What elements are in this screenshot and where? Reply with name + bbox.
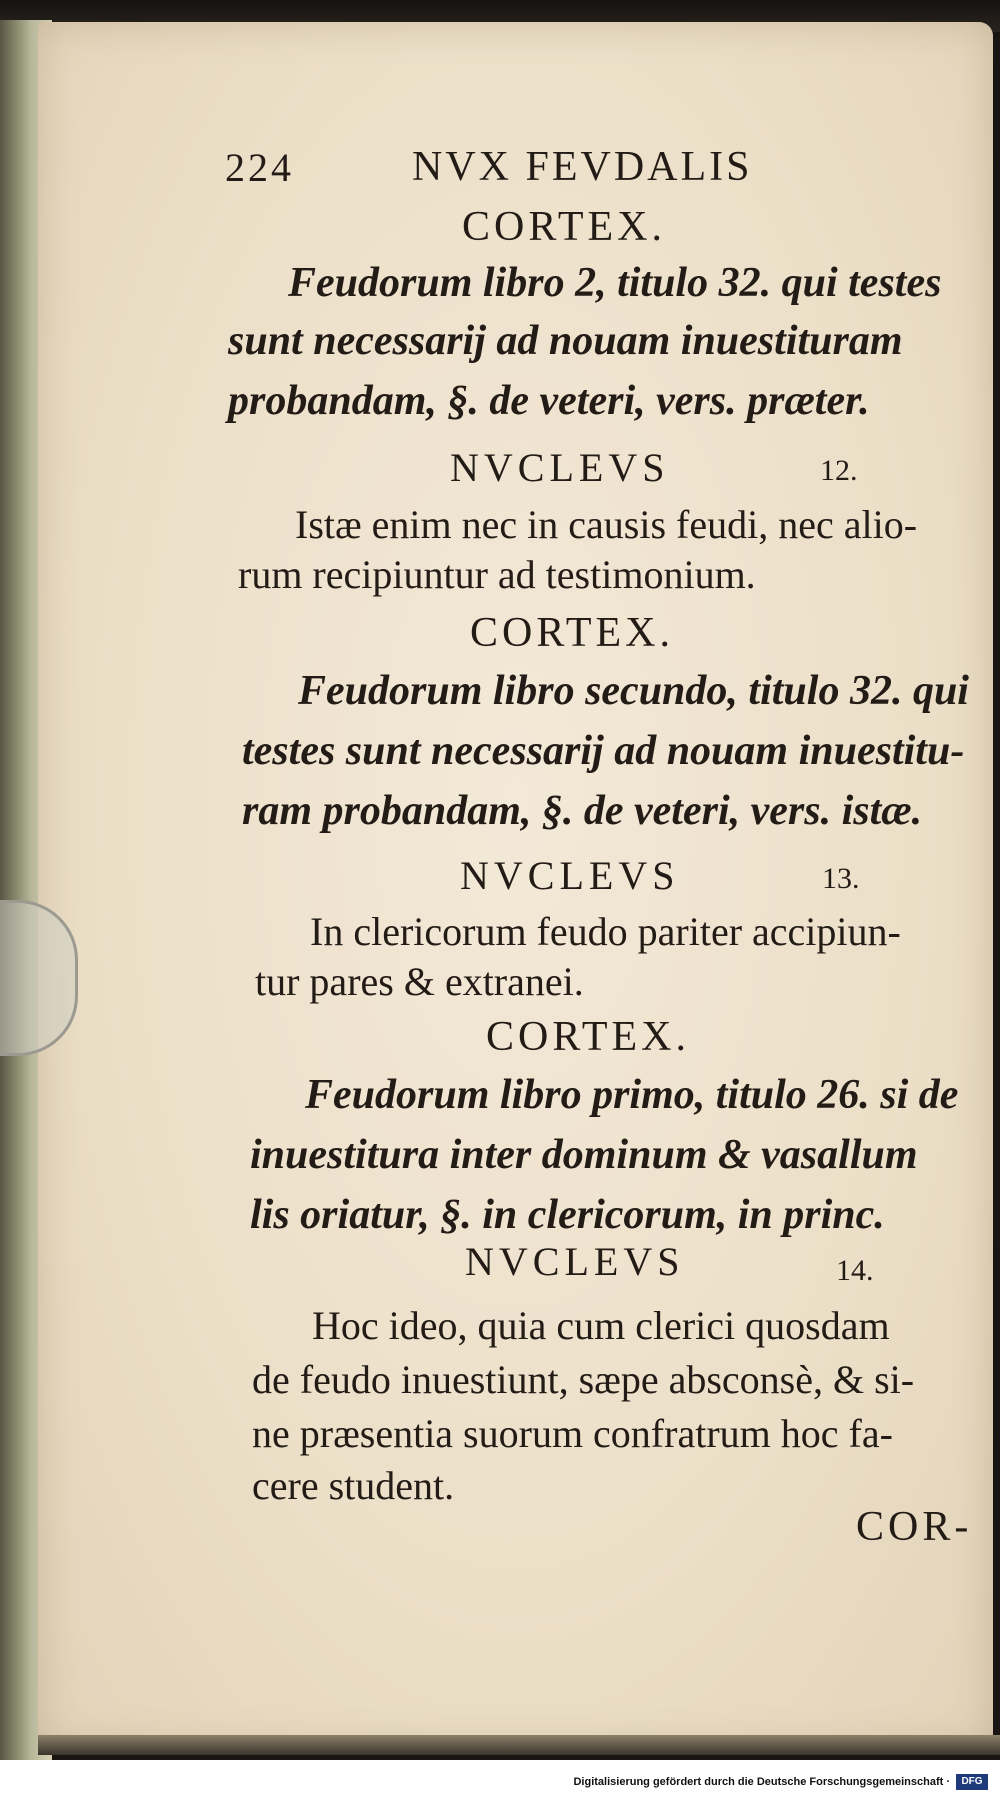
nucleus-heading: NVCLEVS <box>465 1239 685 1284</box>
nucleus-line: de feudo inuestiunt, sæpe absconsè, & si- <box>252 1357 915 1402</box>
cortex-line: lis oriatur, §. in clericorum, in princ. <box>250 1192 885 1238</box>
nucleus-line: Hoc ideo, quia cum clerici quosdam <box>312 1303 890 1348</box>
nucleus-line: Istæ enim nec in causis feudi, nec alio- <box>295 502 918 547</box>
nucleus-line: rum recipiuntur ad testimonium. <box>238 552 756 597</box>
running-head: NVX FEVDALIS <box>412 144 753 190</box>
nucleus-line: In clericorum feudo pariter accipiun- <box>310 909 901 954</box>
nucleus-number: 13. <box>822 862 860 895</box>
cortex-line: inuestitura inter dominum & vasallum <box>250 1132 918 1178</box>
nucleus-heading: NVCLEVS <box>450 445 670 490</box>
nucleus-line: tur pares & extranei. <box>255 959 584 1004</box>
nucleus-heading: NVCLEVS <box>460 853 680 898</box>
cortex-heading: CORTEX. <box>486 1014 690 1060</box>
cortex-line: sunt necessarij ad nouam inuestituram <box>228 318 903 364</box>
cortex-line: Feudorum libro 2, titulo 32. qui testes <box>288 260 942 306</box>
cortex-line: probandam, §. de veteri, vers. præter. <box>228 378 870 424</box>
dfg-logo: DFG <box>956 1774 988 1790</box>
nucleus-number: 12. <box>820 454 858 487</box>
cortex-line: Feudorum libro primo, titulo 26. si de <box>305 1072 959 1118</box>
cortex-line: Feudorum libro secundo, titulo 32. qui <box>298 668 969 714</box>
nucleus-line: ne præsentia suorum confratrum hoc fa- <box>252 1411 893 1456</box>
footer-credit: Digitalisierung gefördert durch die Deutsche Forschungsgemeinschaft · <box>573 1776 950 1788</box>
cortex-line: testes sunt necessarij ad nouam inuestitu- <box>242 728 965 774</box>
catchword: COR- <box>856 1504 973 1550</box>
page-number: 224 <box>225 145 294 190</box>
cortex-heading: CORTEX. <box>462 204 666 250</box>
cortex-heading: CORTEX. <box>470 610 674 656</box>
nucleus-number: 14. <box>836 1254 874 1287</box>
nucleus-line: cere student. <box>252 1463 455 1508</box>
cortex-line: ram probandam, §. de veteri, vers. istæ. <box>242 788 923 834</box>
